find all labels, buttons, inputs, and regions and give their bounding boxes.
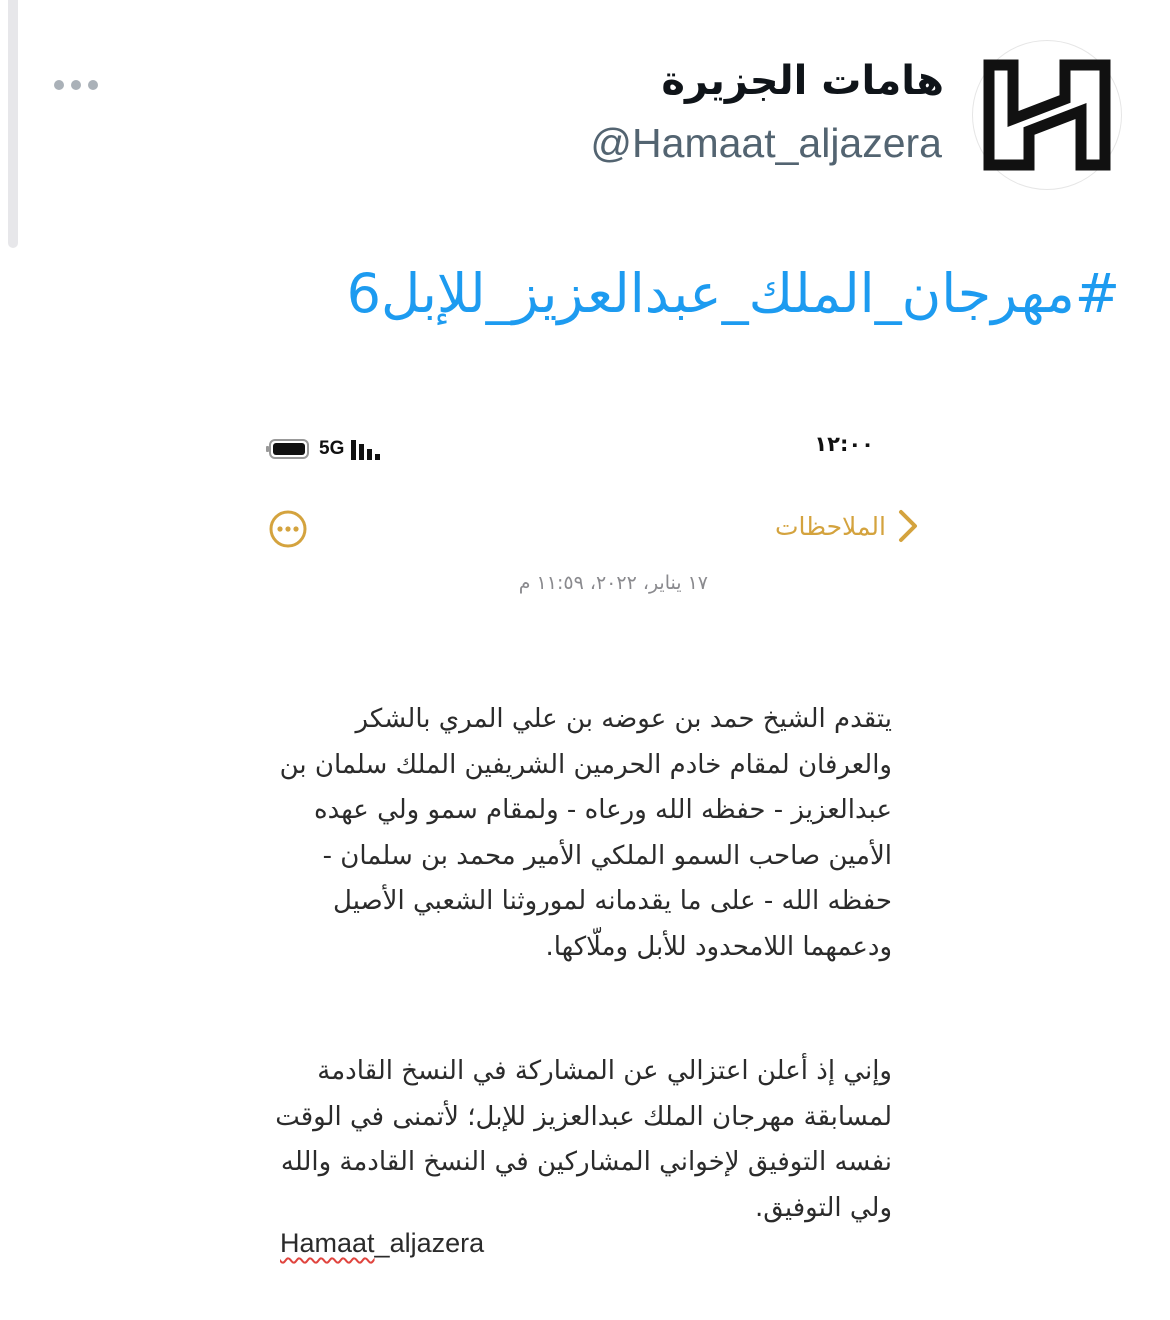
note-more-button[interactable] [268, 509, 308, 549]
note-signature-underlined: Hamaat [280, 1228, 375, 1258]
status-time: ١٢:٠٠ [814, 432, 874, 456]
note-signature-rest: _aljazera [374, 1228, 485, 1258]
battery-icon [266, 438, 312, 460]
notes-back-label: الملاحظات [774, 511, 886, 541]
signal-bars-icon [351, 438, 383, 460]
network-type-label: 5G [319, 438, 345, 459]
author-avatar[interactable] [972, 40, 1122, 190]
author-display-name[interactable]: هامات الجزيرة [661, 58, 944, 104]
ellipsis-circle-icon [268, 509, 308, 549]
notes-back-button[interactable] [775, 509, 918, 543]
status-bar-left [266, 436, 383, 462]
author-handle[interactable]: @Hamaat_aljazera [590, 120, 942, 166]
hamaat-h-logo-icon [983, 59, 1111, 171]
chevron-right-icon [898, 509, 918, 543]
note-signature [280, 1228, 484, 1259]
hashtag-link[interactable]: #مهرجان_الملك_عبدالعزيز_للإبل6 [346, 262, 1120, 325]
note-paragraph-2: وإني إذ أعلن اعتزالي عن المشاركة في النسخ القادمة لمسابقة مهرجان الملك عبدالعزيز للإبل؛ لأتمنى في الوقت نفسه التوفيق لإخواني المشاركين في النسخ القادمة والله ولي التوفيق. [275, 1056, 892, 1223]
more-options-icon[interactable] [48, 70, 104, 100]
note-date: ١٧ يناير، ٢٠٢٢، ١١:٥٩ م [518, 572, 708, 594]
thread-line [8, 0, 18, 248]
note-paragraph-1: يتقدم الشيخ حمد بن عوضه بن علي المري بالشكر والعرفان لمقام خادم الحرمين الشريفين الملك سلمان بن عبدالعزيز - حفظه الله ورعاه - ولمقام سمو ولي عهده الأمين صاحب السمو الملكي الأمير محمد بن سلمان - حفظه الله - على ما يقدمانه لموروثنا الشعبي الأصيل ودعمهما اللامحدود للأبل وملّاكها. [279, 704, 892, 962]
